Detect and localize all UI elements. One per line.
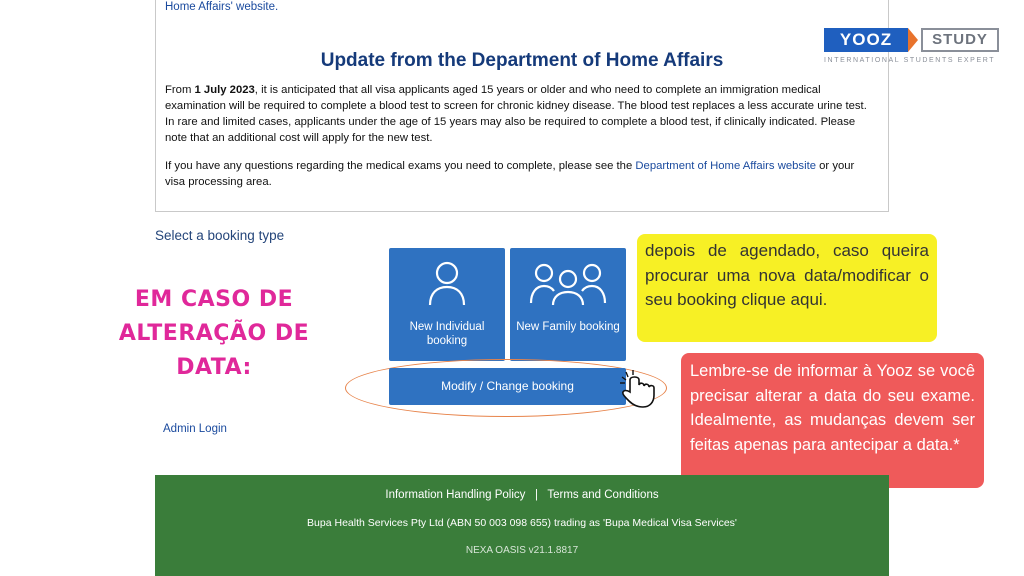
department-website-link[interactable]: Department of Home Affairs website [635,160,816,172]
notice-paragraph-1 [165,82,877,146]
modify-change-booking-button[interactable]: Modify / Change booking [389,368,626,405]
footer-version: NEXA OASIS v21.1.8817 [465,545,579,556]
logo-arrow [908,28,918,52]
logo-tagline: INTERNATIONAL STUDENTS EXPERT [824,57,996,64]
yooz-study-logo [824,28,1000,70]
family-icon [529,261,607,307]
notice-paragraph-2 [165,158,877,190]
information-handling-policy-link[interactable]: Information Handling Policy [385,489,526,501]
yellow-callout: depois de agendado, caso queira procurar uma nova data/modificar o seu booking clique aqui. [637,234,937,342]
new-family-booking-button[interactable] [510,248,626,361]
new-family-booking-label: New Family booking [516,321,620,333]
logo-study-text: STUDY [921,28,999,52]
para1-date: 1 July 2023 [194,84,255,96]
notice-box [155,0,889,212]
para1-text: , it is anticipated that all visa applicants aged 15 years or older and who need to complete an immigration medical examination will be required to complete a blood test to screen for chronic kidney disease. The blood test replaces a less accurate urine test. In rare and limited cases, applicants under the age of 15 years may also be required to complete a blood test, if clinically indicated. Please note that an additional cost will apply for the new test. [165,84,867,144]
notice-heading: Update from the Department of Home Affairs [320,50,724,71]
admin-login-link[interactable]: Admin Login [163,423,227,435]
new-individual-booking-label: New Individual booking [409,321,485,347]
footer [155,475,889,576]
para2-suffix: or your visa processing area. [165,160,855,188]
logo-yooz-text: YOOZ [824,28,908,52]
footer-company-text: Bupa Health Services Pty Ltd (ABN 50 003 098 655) trading as 'Bupa Medical Visa Services' [307,517,737,529]
person-icon [427,261,467,307]
select-booking-type-label: Select a booking type [155,228,285,243]
home-affairs-website-link[interactable]: Home Affairs' website. [165,1,279,13]
terms-and-conditions-link[interactable]: Terms and Conditions [547,489,659,501]
new-individual-booking-button[interactable] [389,248,505,361]
red-callout: Lembre-se de informar à Yooz se você precisar alterar a data do seu exame. Idealmente, as mudanças devem ser feitas apenas para antecipar a data.* [681,353,984,488]
footer-links [155,489,889,501]
change-date-heading: EM CASO DE ALTERAÇÃO DE DATA: [118,287,310,380]
footer-separator: | [534,489,538,501]
para1-prefix: From [165,84,195,96]
hand-pointer-icon [614,368,658,410]
para2-prefix: If you have any questions regarding the medical exams you need to complete, please see the [165,160,636,172]
